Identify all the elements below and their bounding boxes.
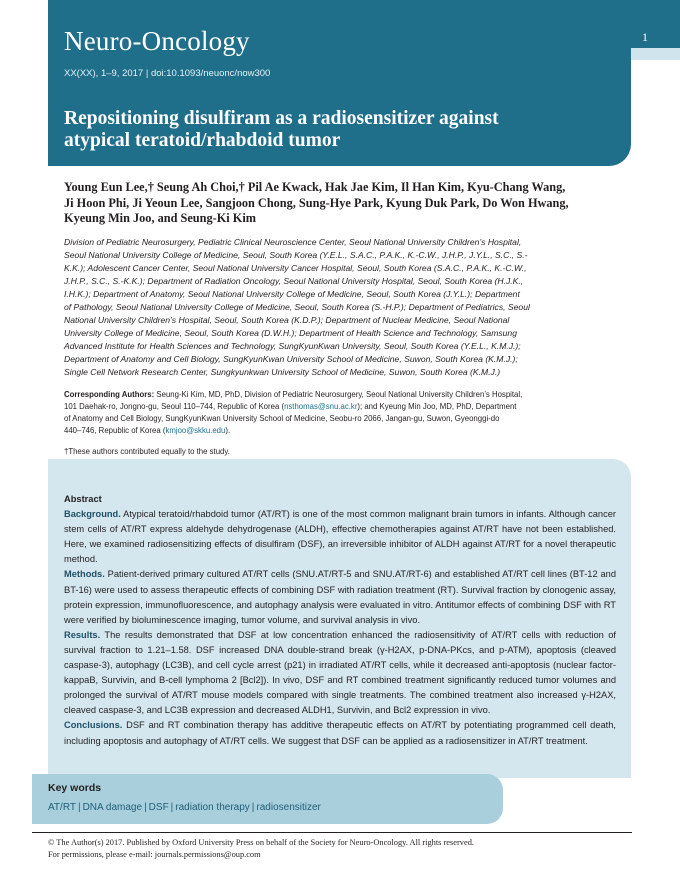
keyword-link[interactable]: radiation therapy — [175, 802, 250, 813]
abstract-background — [64, 507, 616, 567]
abstract-methods — [64, 567, 616, 627]
author-line-2: Ji Hoon Phi, Ji Yeoun Lee, Sangjoon Chong, Sung-Hye Park, Kyung Duk Park, Do Won Hwang, — [64, 195, 569, 210]
affiliation-line: Division of Pediatric Neurosurgery, Pediatric Clinical Neuroscience Center, Seoul National University Children’s Hospital, — [64, 237, 522, 247]
email-link-2[interactable]: kmjoo@skku.edu — [165, 426, 226, 435]
affiliation-line: Seoul National University College of Medicine, Seoul, South Korea (Y.E.L., S.A.C., P.A.K., K.-C.W., J.H.P., J.Y.L., S.C., S.- — [64, 250, 528, 260]
section-label: Results. — [64, 629, 101, 640]
corresponding-text: ); and Kyeung Min Joo, MD, PhD, Department — [357, 402, 517, 411]
corresponding-authors — [64, 389, 604, 437]
journal-name: Neuro-Oncology — [64, 26, 250, 56]
title-line-1: Repositioning disulfiram as a radiosensitizer against — [64, 108, 499, 129]
abstract — [64, 492, 616, 749]
keyword-link[interactable]: DSF — [148, 802, 169, 813]
keywords-box — [32, 774, 503, 824]
corresponding-text: ). — [225, 426, 231, 435]
abstract-conclusions — [64, 718, 616, 748]
section-text: Atypical teratoid/rhabdoid tumor (AT/RT) is one of the most common malignant brain tumors in infants. Although cancer stem cells of AT/RT express aldehyde dehydrogenase (ALDH), effective chemotherapies against AT/RT have not been established. Here, we examined radiosensitizing effects of disulfiram (DSF), an irreversible inhibitor of ALDH against AT/RT for a novel therapeutic method. — [64, 509, 616, 565]
affiliation-line: I.H.K.); Department of Anatomy, Seoul National University College of Medicine, Seoul, South Korea (J.Y.L.); Department — [64, 289, 520, 299]
keyword-link[interactable]: radiosensitizer — [256, 802, 321, 813]
corresponding-label: Corresponding Authors: — [64, 390, 155, 399]
equal-contribution-footnote: †These authors contributed equally to the study. — [64, 447, 230, 456]
copyright-notice — [48, 837, 628, 861]
email-link-1[interactable]: nsthomas@snu.ac.kr — [284, 402, 358, 411]
corresponding-text: 101 Daehak-ro, Jongno-gu, Seoul 110–744, Republic of Korea ( — [64, 402, 285, 411]
keyword-separator: | — [170, 802, 174, 813]
affiliation-line: University College of Medicine, Seoul, South Korea (D.W.H.); Department of Health Science and Technology, Samsung — [64, 328, 517, 338]
corresponding-text: 440–746, Republic of Korea ( — [64, 426, 166, 435]
footer-divider — [32, 832, 632, 833]
author-list — [64, 180, 604, 227]
author-line-3: Kyeung Min Joo, and Seung-Ki Kim — [64, 211, 257, 225]
affiliation-line: Department of Anatomy and Cell Biology, SungKyunKwan University School of Medicine, Suwon, South Korea (K.M.J.); — [64, 354, 518, 364]
affiliation-line: National University Children’s Hospital, Seoul, South Korea (K.D.P.); Department of Nuclear Medicine, Seoul National — [64, 315, 510, 325]
section-label: Background. — [64, 509, 121, 520]
affiliation-line: K.K.); Adolescent Cancer Center, Seoul National University Cancer Hospital, Seoul, South Korea (S.A.C., P.A.K., K.-C.W., — [64, 263, 527, 273]
affiliation-line: Advanced Institute for Health Sciences and Technology, SungKyunKwan University, Seoul, South Korea (Y.E.L., K.M.J.); — [64, 341, 521, 351]
section-text: DSF and RT combination therapy has additive therapeutic effects on AT/RT by potentiating programmed cell death, including apoptosis and autophagy of AT/RT cells. We suggest that DSF can be applied as a radiosensitizer in AT/RT treatment. — [64, 720, 616, 746]
section-text: The results demonstrated that DSF at low concentration enhanced the radiosensitivity of AT/RT cells with reduction of survival fraction to 1.21–1.58. DSF increased DNA double-strand break (γ-H2AX, p-DNA-PKcs, and p-ATM), apoptosis (cleaved caspase-3), autophagy (LC3B), and cell cycle arrest (p21) in irradiated AT/RT cells, while it decreased anti-apoptosis (nuclear factor-kappaB, Survivin, and B-cell lymphoma 2 [Bcl2]). In vivo, DSF and RT combined treatment significantly reduced tumor volumes and prolonged the survival of AT/RT mouse models compared with single treatments. The combined treatment also increased γ-H2AX, cleaved caspase-3, and LC3B expression and decreased ALDH1, Survivin, and Bcl2 expression in vivo. — [64, 629, 616, 716]
permissions-line: For permissions, please e-mail: journals.permissions@oup.com — [48, 850, 261, 859]
section-label: Conclusions. — [64, 720, 123, 731]
keyword-link[interactable]: DNA damage — [82, 802, 143, 813]
keyword-separator: | — [144, 802, 147, 813]
corresponding-text: of Anatomy and Cell Biology, SungKyunKwan University School of Medicine, Seobu-ro 2066, Jangan-gu, Suwon, Gyeonggi-do — [64, 414, 500, 423]
title-line-2: atypical teratoid/rhabdoid tumor — [64, 130, 341, 151]
copyright-line: © The Author(s) 2017. Published by Oxford University Press on behalf of the Society for Neuro-Oncology. All rights reserved. — [48, 838, 474, 847]
keywords-list — [48, 802, 321, 813]
section-text: Patient-derived primary cultured AT/RT cells (SNU.AT/RT-5 and SNU.AT/RT-6) and established AT/RT cell lines (BT-12 and BT-16) were used to assess therapeutic effects of combining DSF with radiation treatment (RT). Survival fraction by clonogenic assay, protein expression, immunofluorescence, and autophagy analysis were evaluated in vitro. Antitumor effects of combining DSF with RT were verified by bioluminescence imaging, tumor volume, and survival analysis in vivo. — [64, 569, 616, 625]
author-line-1: Young Eun Lee,† Seung Ah Choi,† Pil Ae Kwack, Hak Jae Kim, Il Han Kim, Kyu-Chang Wang, — [64, 180, 566, 194]
affiliation-line: J.H.P., S.C., S.-K.K.); Department of Radiation Oncology, Seoul National University Hospital, Seoul, South Korea (H.J.K., — [64, 276, 524, 286]
affiliations — [64, 236, 604, 379]
abstract-results — [64, 628, 616, 719]
affiliation-line: of Pathology, Seoul National University College of Medicine, Seoul, South Korea (S.-H.P.); Department of Pediatrics, Seoul — [64, 302, 530, 312]
keywords-title: Key words — [48, 782, 102, 794]
keyword-separator: | — [77, 802, 81, 813]
corresponding-text: Seung-Ki Kim, MD, PhD, Division of Pediatric Neurosurgery, Seoul National University Children’s Hospital, — [154, 390, 523, 399]
keyword-link[interactable]: AT/RT — [48, 802, 76, 813]
article-title — [64, 108, 604, 152]
page-number: 1 — [642, 30, 648, 44]
affiliation-line: Single Cell Network Research Center, Sungkyunkwan University School of Medicine, Suwon, South Korea (K.M.J.) — [64, 367, 501, 377]
section-label: Methods. — [64, 569, 105, 580]
keyword-separator: | — [251, 802, 255, 813]
abstract-heading: Abstract — [64, 494, 102, 504]
citation-line: XX(XX), 1–9, 2017 | doi:10.1093/neuonc/now300 — [64, 68, 271, 79]
